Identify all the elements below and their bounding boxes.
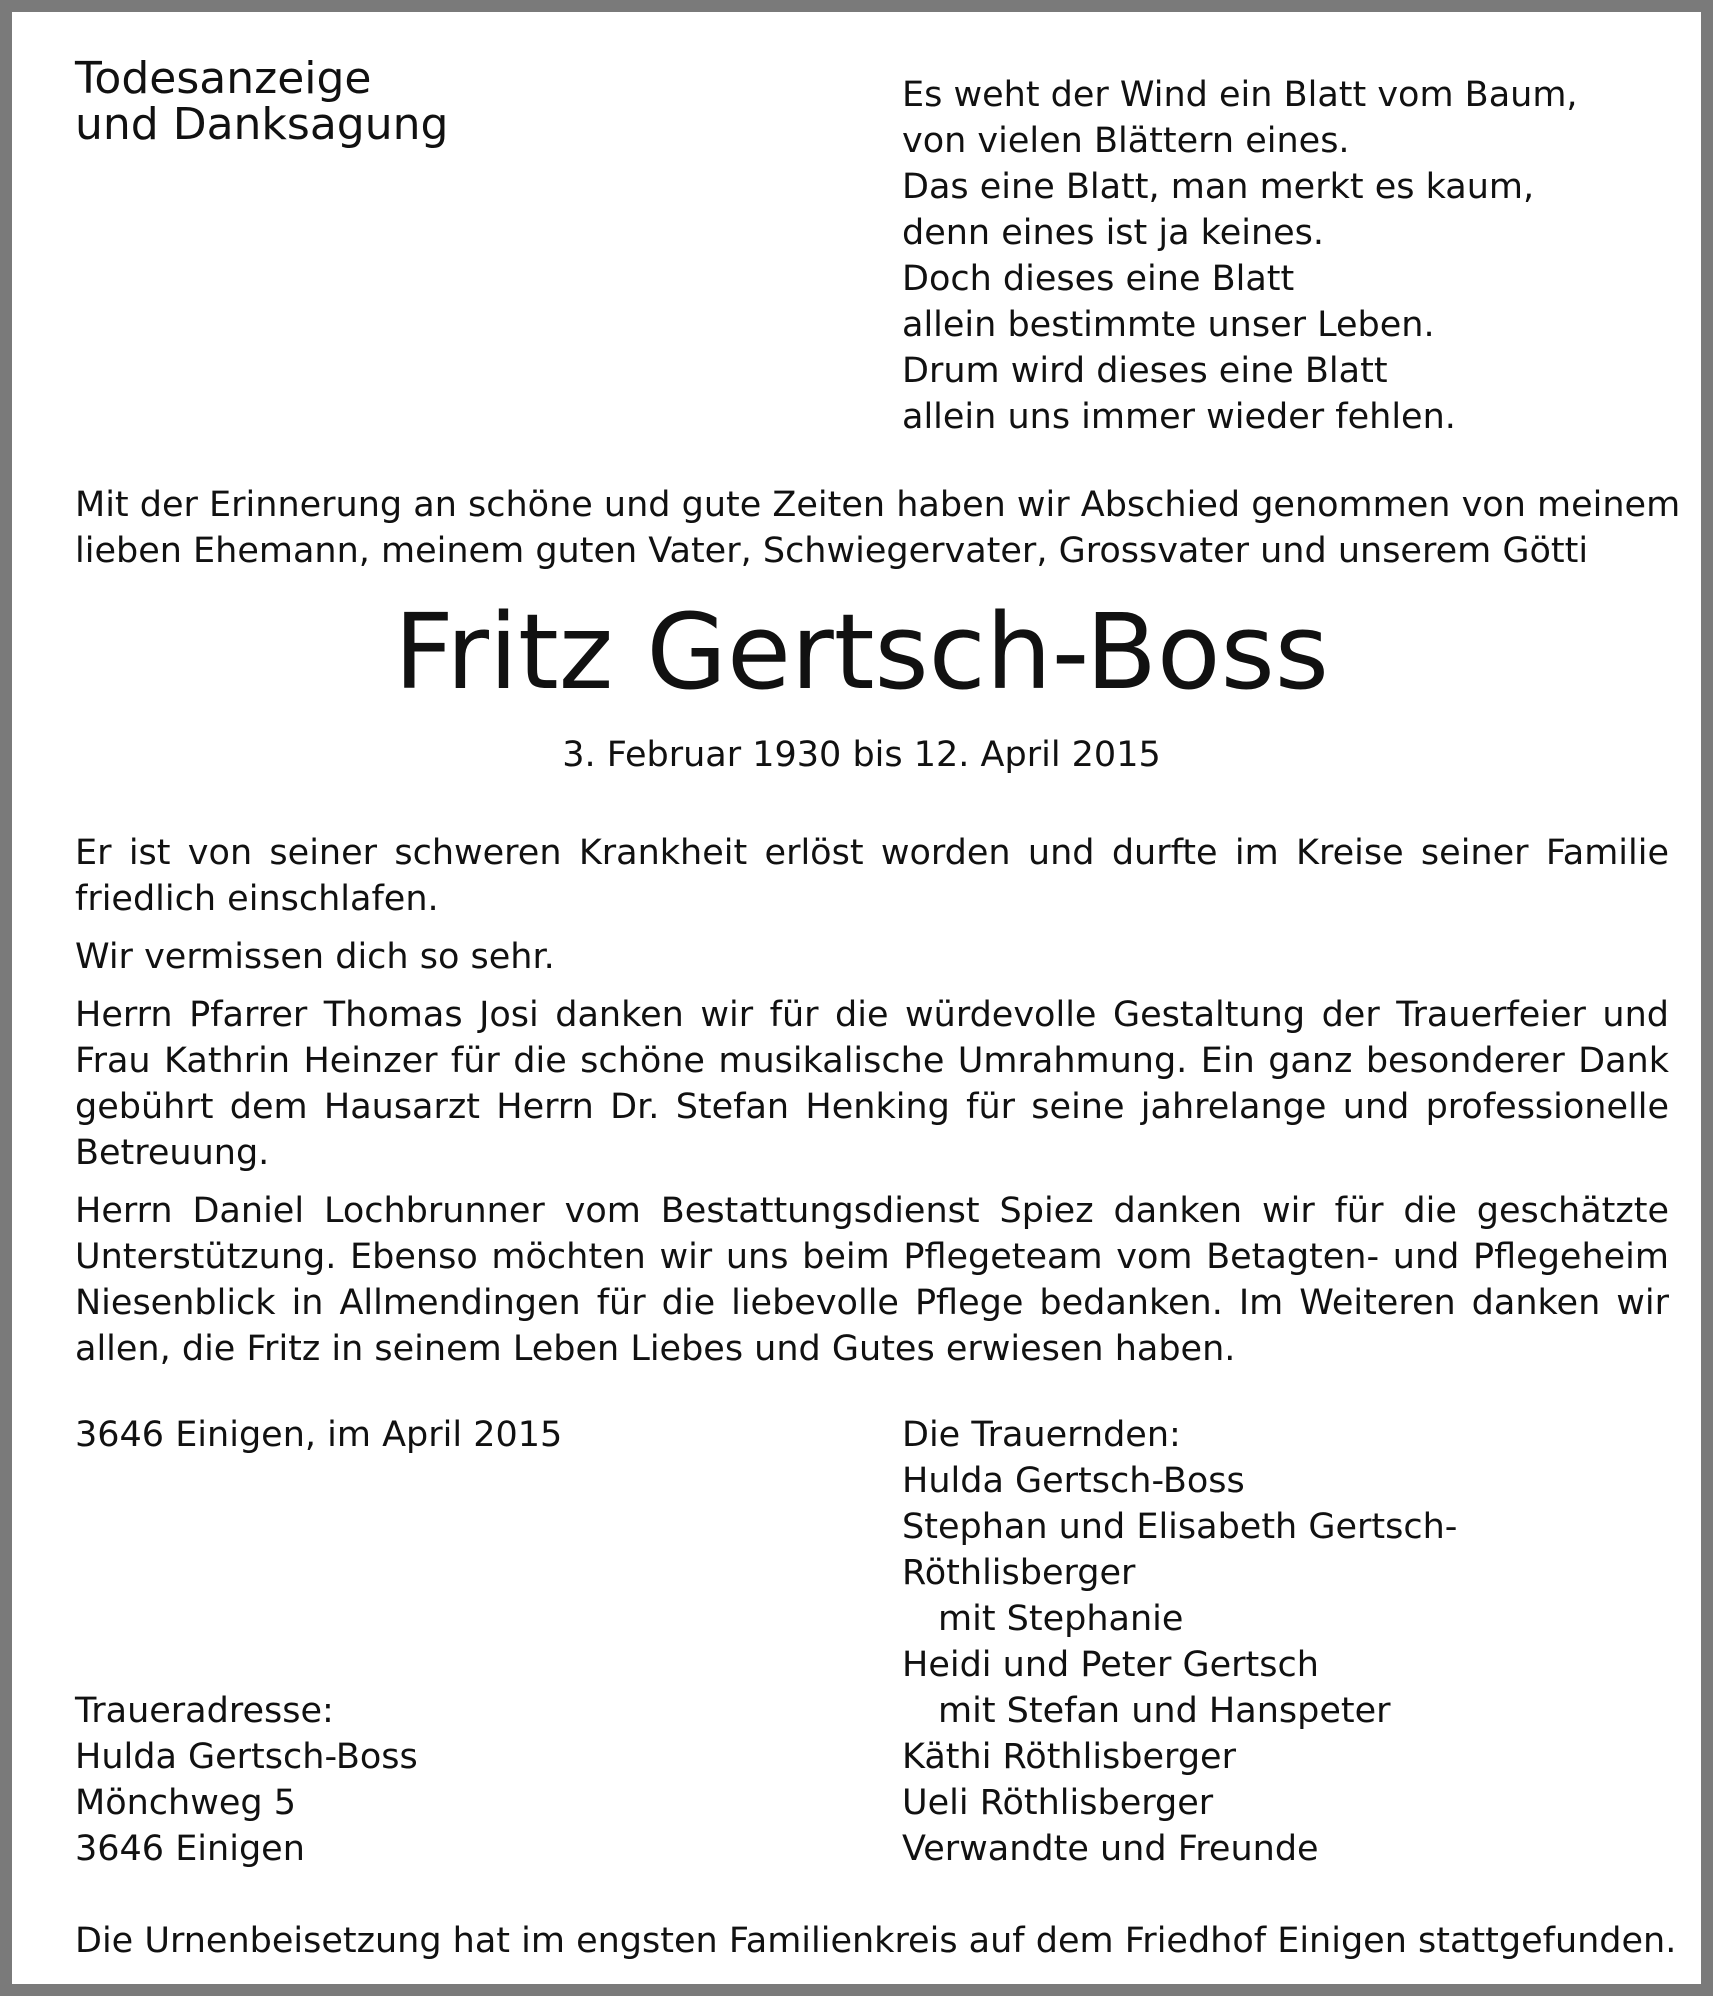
poem xyxy=(902,72,1578,440)
mourner-line: Heidi und Peter Gertsch xyxy=(902,1645,1319,1685)
intro-line-2: lieben Ehemann, meinem guten Vater, Schwiegervater, Grossvater und unserem Götti xyxy=(75,531,1589,571)
poem-line: denn eines ist ja keines. xyxy=(902,213,1325,253)
mourner-line: mit Stefan und Hanspeter xyxy=(938,1691,1391,1731)
mourners-title: Die Trauernden: xyxy=(902,1415,1181,1455)
poem-line: Es weht der Wind ein Blatt vom Baum, xyxy=(902,75,1578,115)
mourner-line: Röthlisberger xyxy=(902,1553,1136,1593)
obituary-content xyxy=(17,12,1696,1984)
poem-line: von vielen Blättern eines. xyxy=(902,121,1350,161)
intro-text xyxy=(75,482,1680,574)
address-name: Hulda Gertsch-Boss xyxy=(75,1737,418,1777)
intro-line-1: Mit der Erinnerung an schöne und gute Zeiten haben wir Abschied genommen von meinem xyxy=(75,485,1681,525)
paragraph-thanks-care: Herrn Daniel Lochbrunner vom Bestattungsdienst Spiez danken wir für die geschätzte Unterstützung. Ebenso möchten wir uns beim Pflegeteam vom Betagten- und Pflegeheim Niesenblick in Allmendingen für die liebevolle Pflege bedanken. Im Weiteren danken wir allen, die Fritz in seinem Leben Liebes und Gutes erwiesen haben. xyxy=(75,1191,1669,1369)
mourner-line: Stephan und Elisabeth Gertsch- xyxy=(902,1507,1458,1547)
deceased-name: Fritz Gertsch-Boss xyxy=(394,591,1329,713)
mourner-line: Ueli Röthlisberger xyxy=(902,1783,1214,1823)
mourner-line: Hulda Gertsch-Boss xyxy=(902,1461,1245,1501)
heading-line-2: und Danksagung xyxy=(75,99,449,150)
mourner-line: Käthi Röthlisberger xyxy=(902,1737,1236,1777)
life-dates: 3. Februar 1930 bis 12. April 2015 xyxy=(562,735,1161,775)
poem-line: allein bestimmte unser Leben. xyxy=(902,305,1435,345)
mourners-list xyxy=(902,1412,1457,1872)
notice-heading xyxy=(75,53,449,150)
footer-note: Die Urnenbeisetzung hat im engsten Familienkreis auf dem Friedhof Einigen stattgefunden. xyxy=(75,1921,1677,1961)
poem-line: Doch dieses eine Blatt xyxy=(902,259,1295,299)
poem-line: Das eine Blatt, man merkt es kaum, xyxy=(902,167,1535,207)
paragraph-release: Er ist von seiner schweren Krankheit erlöst worden und durfte im Kreise seiner Familie friedlich einschlafen. xyxy=(75,833,1669,919)
paragraph-miss: Wir vermissen dich so sehr. xyxy=(75,937,555,977)
poem-line: Drum wird dieses eine Blatt xyxy=(902,351,1388,391)
mourning-address xyxy=(75,1688,418,1872)
paragraph-thanks-pastor: Herrn Pfarrer Thomas Josi danken wir für die würdevolle Gestaltung der Trauerfeier und Frau Kathrin Heinzer für die schöne musikalische Umrahmung. Ein ganz besonderer Dank gebührt dem Hausarzt Herrn Dr. Stefan Henking für seine jahrelange und professionelle Betreuung. xyxy=(75,995,1669,1173)
mourner-line: mit Stephanie xyxy=(938,1599,1184,1639)
address-city: 3646 Einigen xyxy=(75,1829,305,1869)
mourner-line: Verwandte und Freunde xyxy=(902,1829,1319,1869)
address-title: Traueradresse: xyxy=(75,1691,334,1731)
heading-line-1: Todesanzeige xyxy=(75,53,372,104)
address-street: Mönchweg 5 xyxy=(75,1783,296,1823)
place-date: 3646 Einigen, im April 2015 xyxy=(75,1415,563,1455)
poem-line: allein uns immer wieder fehlen. xyxy=(902,397,1456,437)
